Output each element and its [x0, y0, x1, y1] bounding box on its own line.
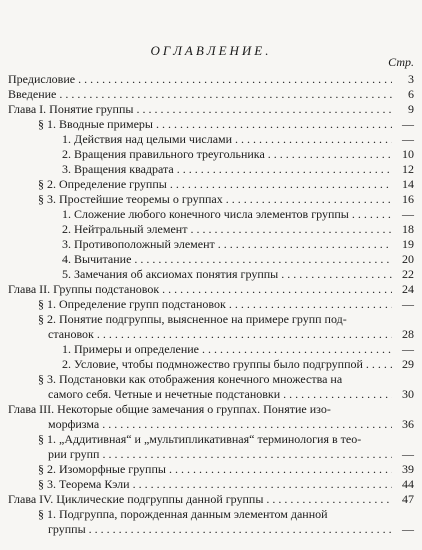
- toc-entry-page: 16: [402, 192, 414, 206]
- toc-entry-page: 39: [402, 462, 414, 476]
- toc-entry-title: Глава IV. Циклические подгруппы данной группы . . .: [8, 492, 392, 507]
- toc-entry-page: 36: [402, 417, 414, 431]
- toc-entry-page: —: [402, 117, 414, 131]
- toc-entry-page: 30: [402, 387, 414, 401]
- toc-entry-title: § 3. Простейшие теоремы о группах . . .: [38, 192, 392, 207]
- toc-entry: [0, 357, 422, 372]
- toc-entry-page: 3: [408, 72, 414, 86]
- toc-entry-title: 1. Примеры и определение . . .: [62, 342, 392, 357]
- toc-entry-page: 20: [402, 252, 414, 266]
- toc-entry-title: 2. Нейтральный элемент . . .: [62, 222, 392, 237]
- toc-entry-page: —: [402, 297, 414, 311]
- toc-entry-title: 4. Вычитание . . .: [62, 252, 392, 267]
- toc-entry-title: Глава I. Понятие группы . . .: [8, 102, 392, 117]
- toc-entry-title: рии групп . . .: [48, 447, 392, 462]
- toc-entry-title: Глава II. Группы подстановок . . .: [8, 282, 392, 297]
- page-column-label: Стр.: [388, 55, 414, 69]
- toc-entry: [0, 402, 422, 417]
- toc-entry-page: —: [402, 522, 414, 536]
- toc-entry-title: 1. Действия над целыми числами . . .: [62, 132, 392, 147]
- toc-entry-title: 3. Противоположный элемент . . .: [62, 237, 392, 252]
- toc-entry-page: —: [402, 447, 414, 461]
- toc-entry-page: 10: [402, 147, 414, 161]
- toc-entry-title: § 3. Теорема Кэли . . .: [38, 477, 392, 492]
- toc-entry-title: § 1. Подгруппа, порожденная данным элементом данной: [38, 507, 328, 521]
- toc-entry-title: 3. Вращения квадрата . . .: [62, 162, 392, 177]
- toc-entry-title: морфизма . . .: [48, 417, 392, 432]
- toc-entry-page: 14: [402, 177, 414, 191]
- toc-entry-title: Введение . . .: [8, 87, 392, 102]
- toc-entry-page: 19: [402, 237, 414, 251]
- toc-entry-title: § 1. Вводные примеры . . .: [38, 117, 392, 132]
- toc-entry: [0, 327, 422, 342]
- toc-entry-page: —: [402, 342, 414, 356]
- toc-entry: [0, 132, 422, 147]
- toc-entry: [0, 177, 422, 192]
- toc-entry-page: 47: [402, 492, 414, 506]
- toc-entry-page: 28: [402, 327, 414, 341]
- toc-entry-page: 9: [408, 102, 414, 116]
- toc-entry-title: 2. Условие, чтобы подмножество группы было подгруппой . . .: [62, 357, 392, 372]
- toc-entry: [0, 492, 422, 507]
- toc-entry-title: 5. Замечания об аксиомах понятия группы . . .: [62, 267, 392, 282]
- toc-entry: [0, 282, 422, 297]
- toc-entry-title: § 1. Определение групп подстановок . . .: [38, 297, 392, 312]
- toc-entry-title: 1. Сложение любого конечного числа элементов группы . . .: [62, 207, 392, 222]
- toc-entry: [0, 312, 422, 327]
- page-title: ОГЛАВЛЕНИЕ.: [150, 43, 272, 58]
- toc-entry: [0, 222, 422, 237]
- toc-entry: [0, 192, 422, 207]
- toc-entry-page: 12: [402, 162, 414, 176]
- toc-entry-title: 2. Вращения правильного треугольника . . .: [62, 147, 392, 162]
- toc-entry-page: 22: [402, 267, 414, 281]
- toc-entry-page: 24: [402, 282, 414, 296]
- toc-entry-page: 44: [402, 477, 414, 491]
- toc-entry-title: Предисловие . . .: [8, 72, 392, 87]
- table-of-contents: [0, 72, 422, 537]
- toc-entry-page: 18: [402, 222, 414, 236]
- toc-entry: [0, 507, 422, 522]
- toc-entry-page: —: [402, 207, 414, 221]
- toc-entry: [0, 117, 422, 132]
- toc-entry: [0, 372, 422, 387]
- toc-entry-title: § 2. Определение группы . . .: [38, 177, 392, 192]
- toc-entry: [0, 462, 422, 477]
- toc-entry: [0, 147, 422, 162]
- toc-entry: [0, 432, 422, 447]
- toc-entry: [0, 87, 422, 102]
- toc-entry: [0, 417, 422, 432]
- toc-entry-page: 6: [408, 87, 414, 101]
- toc-entry: [0, 237, 422, 252]
- toc-entry-title: Глава III. Некоторые общие замечания о группах. Понятие изо-: [8, 402, 331, 416]
- toc-entry: [0, 72, 422, 87]
- toc-entry-title: § 2. Изоморфные группы . . .: [38, 462, 392, 477]
- toc-entry: [0, 342, 422, 357]
- toc-entry: [0, 447, 422, 462]
- toc-entry: [0, 102, 422, 117]
- toc-entry: [0, 297, 422, 312]
- toc-entry-title: § 1. „Аддитивная“ и „мультипликативная“ терминология в тео-: [38, 432, 362, 446]
- toc-entry: [0, 387, 422, 402]
- toc-entry: [0, 162, 422, 177]
- toc-entry: [0, 477, 422, 492]
- toc-entry: [0, 522, 422, 537]
- toc-entry-title: группы . . .: [48, 522, 392, 537]
- toc-entry-title: § 3. Подстановки как отображения конечного множества на: [38, 372, 343, 386]
- toc-entry-title: § 2. Понятие подгруппы, выясненное на примере групп под-: [38, 312, 347, 326]
- toc-entry-page: —: [402, 132, 414, 146]
- toc-entry-page: 29: [402, 357, 414, 371]
- toc-entry: [0, 267, 422, 282]
- toc-entry: [0, 207, 422, 222]
- toc-entry-title: становок . . .: [48, 327, 392, 342]
- toc-entry-title: самого себя. Четные и нечетные подстановки . . .: [48, 387, 392, 402]
- toc-entry: [0, 252, 422, 267]
